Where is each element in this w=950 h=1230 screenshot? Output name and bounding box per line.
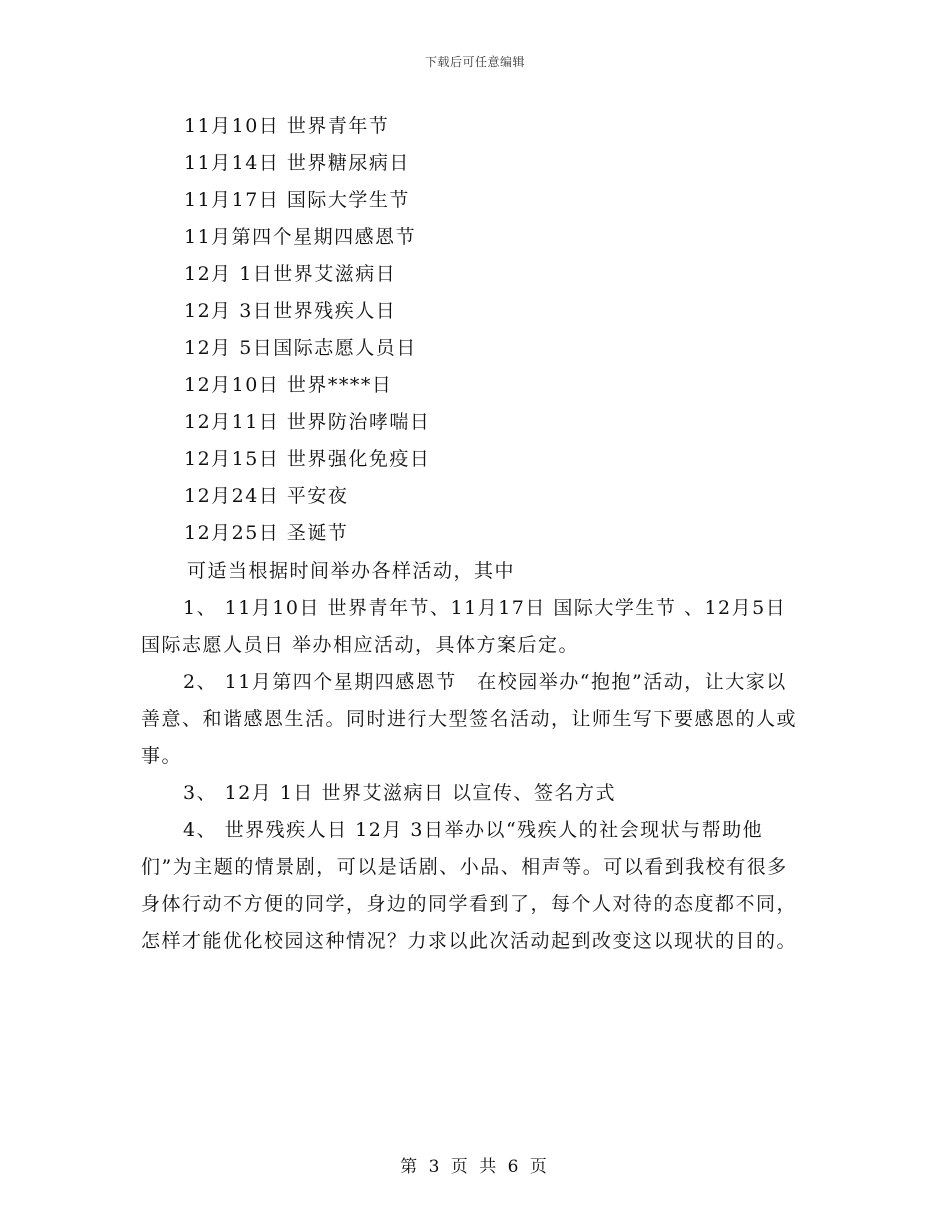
list-item: 11月17日 国际大学生节 bbox=[184, 189, 410, 211]
page-header-note: 下载后可任意编辑 bbox=[424, 55, 525, 69]
list-item: 12月11日 世界防治哮喘日 bbox=[184, 411, 431, 433]
page-number: 第 3 页 共 6 页 bbox=[400, 1157, 550, 1177]
list-item: 12月24日 平安夜 bbox=[184, 485, 349, 507]
list-item: 11月第四个星期四感恩节 bbox=[184, 226, 417, 248]
list-item: 11月14日 世界糖尿病日 bbox=[184, 152, 410, 174]
activity-paragraph-2: 2、 11月第四个星期四感恩节 在校园举办“抱抱”活动，让大家以善意、和谐感恩生活。同时进行大型签名活动，让师生写下要感恩的人或事。 bbox=[141, 671, 798, 767]
list-item: 12月 1日世界艾滋病日 bbox=[184, 263, 397, 285]
activity-paragraph-4: 4、 世界残疾人日 12月 3日举办以“残疾人的社会现状与帮助他们”为主题的情景剧，可以是话剧、小品、相声等。可以看到我校有很多身体行动不方便的同学，身边的同学看到了，每个人对待的态度都不同，怎样才能优化校园这种情况？力求以此次活动起到改变这以现状的目的。 bbox=[141, 819, 798, 952]
intro-paragraph: 可适当根据时间举办各样活动，其中 bbox=[187, 560, 516, 582]
list-item: 12月10日 世界****日 bbox=[184, 374, 393, 396]
list-item: 12月15日 世界强化免疫日 bbox=[184, 448, 431, 470]
list-item: 12月25日 圣诞节 bbox=[184, 522, 349, 544]
activity-plan-body bbox=[141, 553, 807, 960]
list-item: 12月 3日世界残疾人日 bbox=[184, 300, 397, 322]
list-item: 11月10日 世界青年节 bbox=[184, 115, 390, 137]
list-item: 12月 5日国际志愿人员日 bbox=[184, 337, 417, 359]
activity-paragraph-1: 1、 11月10日 世界青年节、11月17日 国际大学生节 、12月5日 国际志愿人员日 举办相应活动，具体方案后定。 bbox=[141, 597, 787, 656]
activity-paragraph-3: 3、 12月 1日 世界艾滋病日 以宣传、签名方式 bbox=[183, 782, 617, 804]
observance-date-list bbox=[184, 108, 430, 552]
